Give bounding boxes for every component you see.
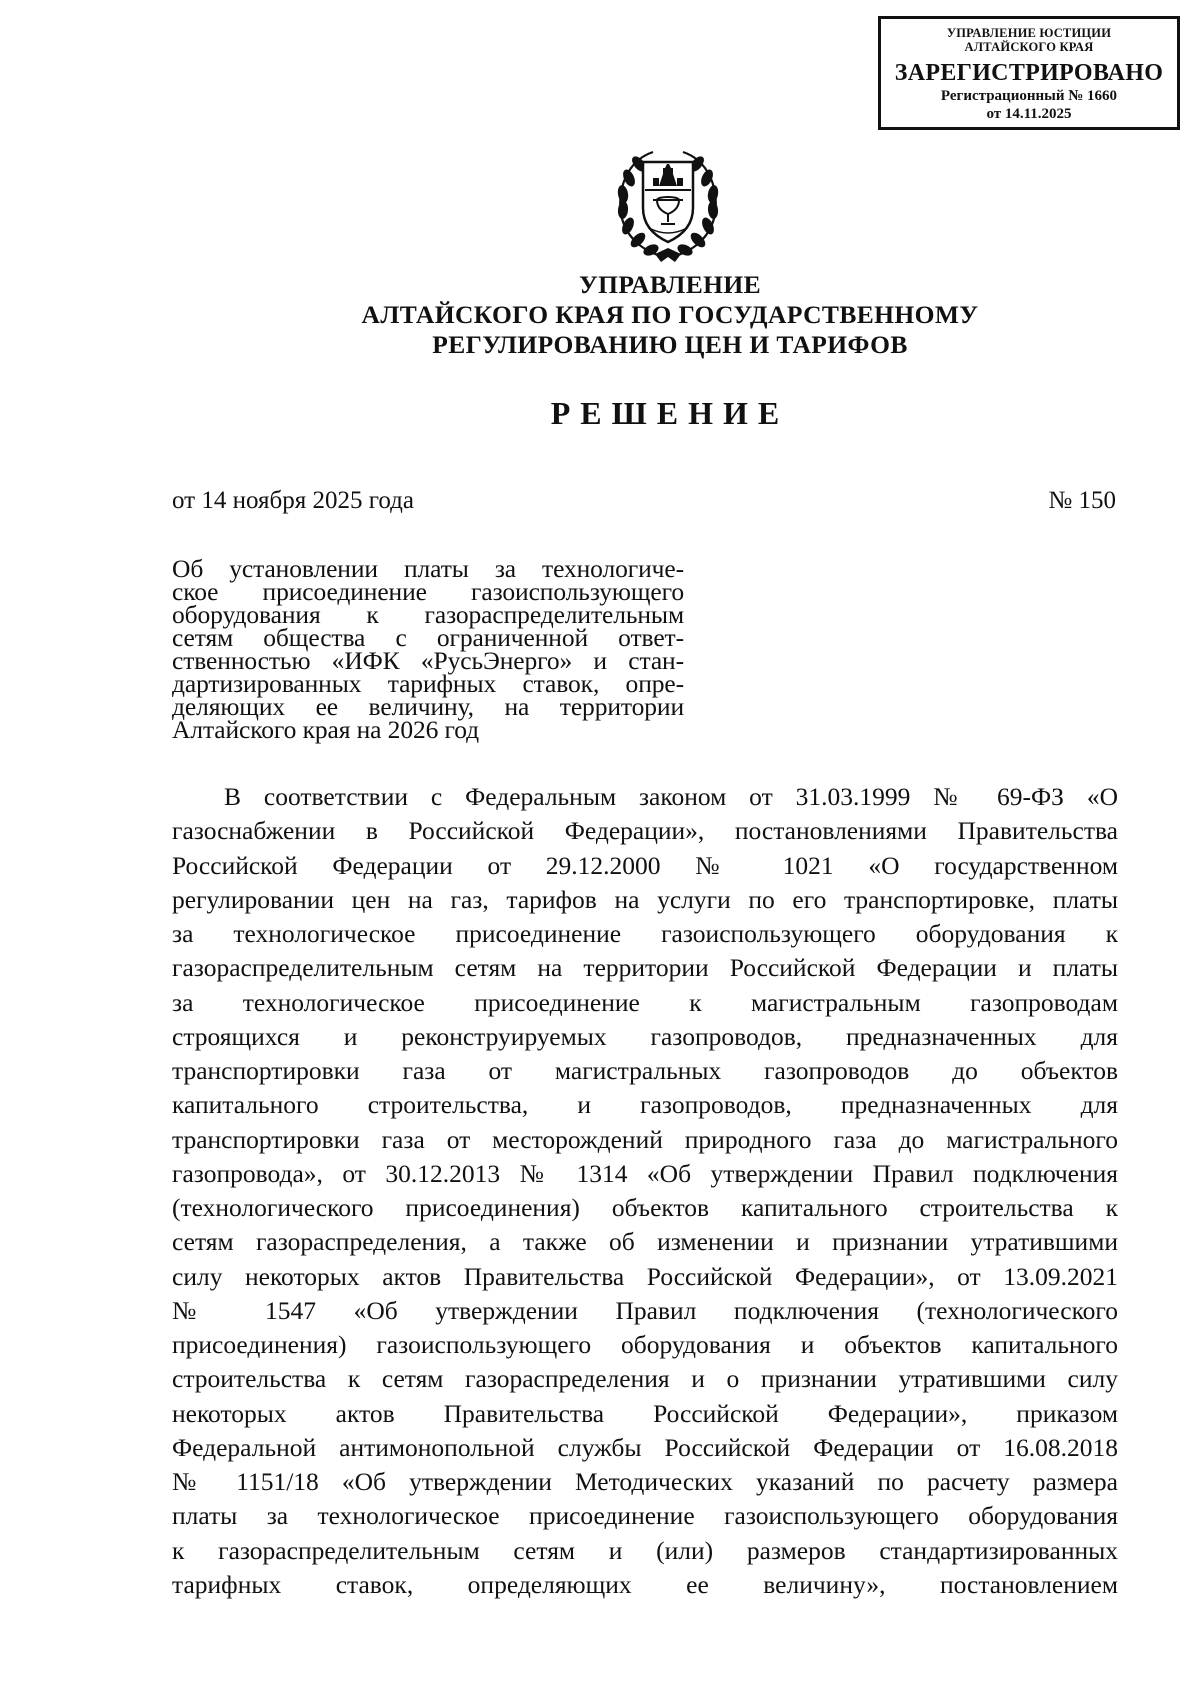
subject-line: ское присоединение газоиспользующего xyxy=(172,577,684,606)
body-line: тарифных ставок, определяющих ее величину», постановлением xyxy=(172,1569,1118,1599)
body-line: В соответствии с Федеральным законом от 31.03.1999 № 69-ФЗ «О xyxy=(224,782,1118,811)
document-body xyxy=(172,780,1118,1602)
stamp-status: ЗАРЕГИСТРИРОВАНО xyxy=(894,60,1164,86)
subject-line: Об установлении платы за технологиче- xyxy=(172,554,684,583)
body-line: платы за технологическое присоединение газоиспользующего оборудования xyxy=(172,1501,1118,1531)
subject-line: ственностью «ИФК «РусьЭнерго» и стан- xyxy=(172,646,684,675)
document-subject xyxy=(172,554,684,744)
body-line: № 1151/18 «Об утверждении Методических указаний по расчету размера xyxy=(172,1467,1118,1496)
body-line: сетям газораспределения, а также об изменении и признании утратившими xyxy=(172,1227,1118,1257)
subject-line: оборудования к газораспределительным xyxy=(172,600,684,629)
document-type-title: РЕШЕНИЕ xyxy=(550,395,790,431)
body-line: транспортировки газа от магистральных газопроводов до объектов xyxy=(172,1056,1118,1085)
body-line: капитального строительства, и газопроводов, предназначенных для xyxy=(172,1090,1118,1120)
body-line: Федеральной антимонопольной службы Российской Федерации от 16.08.2018 xyxy=(172,1432,1118,1462)
body-line: № 1547 «Об утверждении Правил подключения (технологического xyxy=(172,1295,1118,1325)
body-line: за технологическое присоединение газоиспользующего оборудования к xyxy=(172,919,1118,948)
body-line: некоторых актов Правительства Российской Федерации», приказом xyxy=(172,1398,1118,1428)
stamp-organization-line1: УПРАВЛЕНИЕ ЮСТИЦИИ xyxy=(946,26,1112,40)
agency-name-line1: УПРАВЛЕНИЕ xyxy=(578,270,761,299)
body-line: строящихся и реконструируемых газопроводов, предназначенных для xyxy=(172,1021,1118,1051)
coat-of-arms-icon xyxy=(609,138,727,264)
agency-name-line3: РЕГУЛИРОВАНИЮ ЦЕН И ТАРИФОВ xyxy=(432,330,908,359)
body-line: Российской Федерации от 29.12.2000 № 1021 «О государственном xyxy=(172,850,1118,880)
stamp-registration-number: Регистрационный № 1660 xyxy=(940,88,1118,104)
stamp-organization-line2: АЛТАЙСКОГО КРАЯ xyxy=(964,40,1094,54)
body-line: к газораспределительным сетям и (или) размеров стандартизированных xyxy=(172,1535,1118,1565)
body-line: строительства к сетям газораспределения и о признании утратившими силу xyxy=(172,1364,1118,1394)
body-line: газопровода», от 30.12.2013 № 1314 «Об утверждении Правил подключения xyxy=(172,1158,1118,1188)
body-line: (технологического присоединения) объектов капитального строительства к xyxy=(172,1193,1118,1222)
subject-line: сетям общества с ограниченной ответ- xyxy=(172,623,684,652)
stamp-organization xyxy=(881,26,1177,54)
document-number: № 150 xyxy=(1048,487,1116,514)
body-line: газораспределительным сетям на территории Российской Федерации и платы xyxy=(172,953,1118,983)
subject-line: дартизированных тарифных ставок, опре- xyxy=(172,669,684,698)
body-line: регулировании цен на газ, тарифов на услуги по его транспортировке, платы xyxy=(172,884,1118,914)
body-line: газоснабжении в Российской Федерации», постановлениями Правительства xyxy=(172,816,1118,846)
stamp-registration-date: от 14.11.2025 xyxy=(986,106,1072,122)
body-line: силу некоторых актов Правительства Российской Федерации», от 13.09.2021 xyxy=(172,1261,1118,1291)
document-date: от 14 ноября 2025 года xyxy=(172,487,414,514)
subject-line: Алтайского края на 2026 год xyxy=(172,715,480,744)
registration-stamp xyxy=(878,16,1180,130)
body-line: за технологическое присоединение к магистральным газопроводам xyxy=(172,987,1118,1017)
body-line: транспортировки газа от месторождений природного газа до магистрального xyxy=(172,1124,1118,1154)
agency-name xyxy=(300,270,1040,360)
subject-line: деляющих ее величину, на территории xyxy=(172,692,684,721)
body-line: присоединения) газоиспользующего оборудования и объектов капитального xyxy=(172,1330,1118,1359)
agency-name-line2: АЛТАЙСКОГО КРАЯ ПО ГОСУДАРСТВЕННОМУ xyxy=(361,300,979,329)
